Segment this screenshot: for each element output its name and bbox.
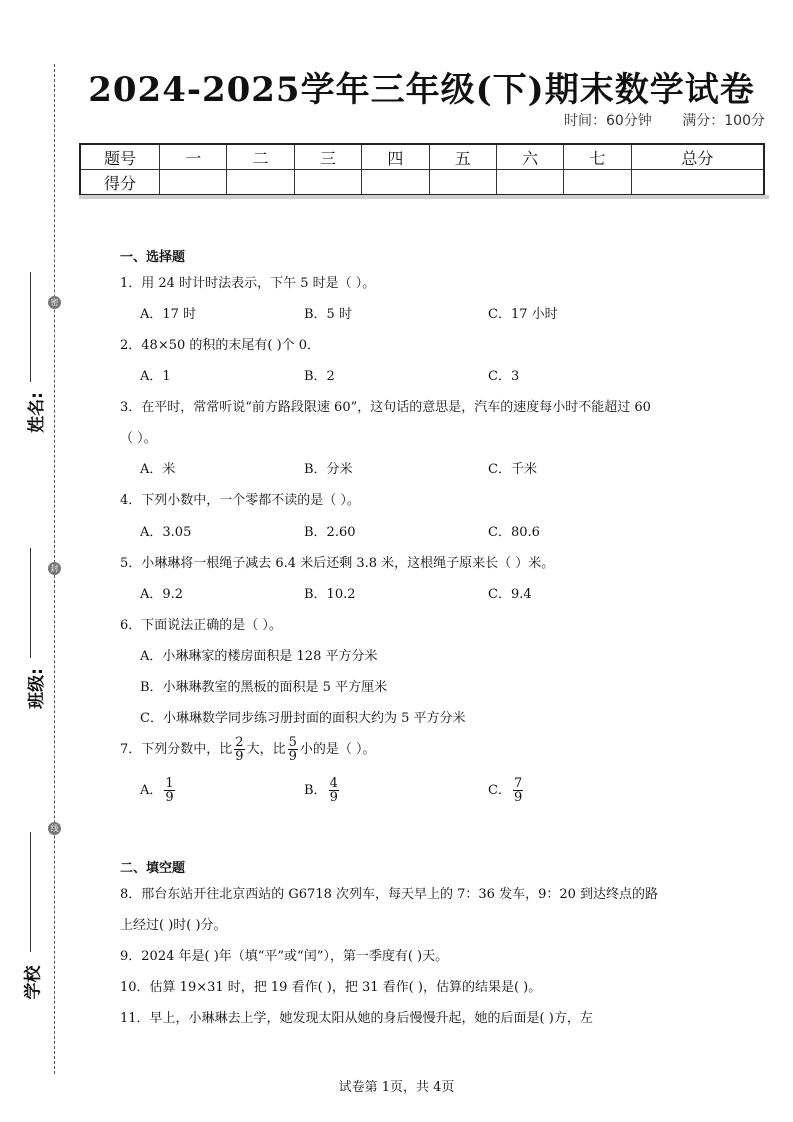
- score-cell: 三: [294, 144, 361, 170]
- score-cell: 七: [564, 144, 631, 170]
- question-stem: 1．用 24 时计时法表示，下午 5 时是（ ）。: [120, 276, 376, 291]
- seal-mark-feng: 封: [48, 562, 61, 575]
- name-label: 姓名:: [26, 392, 47, 433]
- option[interactable]: [488, 777, 525, 804]
- option[interactable]: A．9.2: [140, 587, 184, 602]
- option[interactable]: B．10.2: [304, 587, 356, 602]
- score-cell: 总分: [631, 144, 764, 170]
- section-heading: 二、填空题: [120, 861, 186, 876]
- question-stem: 5．小琳琳将一根绳子减去 6.4 米后还剩 3.8 米，这根绳子原来长（ ）米。: [120, 556, 555, 571]
- score-table: [79, 143, 765, 196]
- score-blank[interactable]: [294, 170, 361, 196]
- score-blank[interactable]: [631, 170, 764, 196]
- option[interactable]: C．千米: [488, 462, 537, 477]
- question-stem: 8．邢台东站开往北京西站的 G6718 次列车，每天早上的 7：36 发车，9：20 到达终点的路: [120, 887, 659, 902]
- question-stem-continued: （ ）。: [120, 431, 157, 446]
- page-footer: 试卷第 1页，共 4页: [338, 1080, 455, 1095]
- score-blank[interactable]: [429, 170, 496, 196]
- question-stem: 11．早上，小琳琳去上学，她发现太阳从她的身后慢慢升起，她的后面是( )方，左: [120, 1011, 593, 1026]
- section-heading: 一、选择题: [120, 250, 186, 265]
- seal-mark-mi: 密: [48, 296, 61, 309]
- fraction-numerator: 4: [329, 776, 338, 791]
- option[interactable]: [140, 777, 177, 804]
- full-score: 满分：100分: [682, 113, 765, 129]
- fraction-numerator: 5: [288, 735, 297, 750]
- question-text: 小的是（ ）。: [299, 742, 376, 757]
- score-blank[interactable]: [496, 170, 563, 196]
- fraction-denominator: 9: [329, 790, 338, 805]
- school-blank-line: [30, 832, 31, 952]
- name-blank-line: [30, 272, 31, 382]
- question-stem: 4．下列小数中，一个零都不读的是（ ）。: [120, 493, 360, 508]
- score-row-label: 得分: [80, 170, 160, 196]
- score-blank[interactable]: [227, 170, 294, 196]
- exam-meta: [538, 110, 765, 130]
- score-blank[interactable]: [362, 170, 429, 196]
- score-cell: 五: [429, 144, 496, 170]
- time-limit: 时间：60分钟: [563, 113, 652, 129]
- question-stem: [120, 736, 376, 763]
- question-stem: 6．下面说法正确的是（ ）。: [120, 618, 282, 633]
- score-table-header-row: [80, 144, 764, 170]
- option-label: A．: [140, 783, 163, 798]
- fraction-denominator: 9: [235, 749, 244, 764]
- option[interactable]: B．2: [304, 369, 335, 384]
- question-stem: 10．估算 19×31 时，把 19 看作( )，把 31 看作( )，估算的结果是( )。: [120, 980, 542, 995]
- question-stem: 2．48×50 的积的末尾有( )个 0．: [120, 338, 321, 353]
- fraction: [329, 777, 339, 804]
- option[interactable]: A．17 时: [140, 307, 197, 322]
- fraction: [234, 736, 244, 763]
- option[interactable]: [304, 777, 341, 804]
- fraction: [288, 736, 298, 763]
- score-blank[interactable]: [564, 170, 631, 196]
- fraction-numerator: 2: [235, 735, 244, 750]
- fraction: [513, 777, 523, 804]
- option-label: C．: [488, 783, 511, 798]
- question-stem: 3．在平时，常常听说“前方路段限速 60”，这句话的意思是，汽车的速度每小时不能超过 60: [120, 400, 651, 415]
- question-text: 大，比: [246, 742, 286, 757]
- option[interactable]: B．分米: [304, 462, 353, 477]
- fraction: [164, 777, 174, 804]
- score-cell: 二: [227, 144, 294, 170]
- fraction-denominator: 9: [165, 790, 174, 805]
- option[interactable]: C．17 小时: [488, 307, 558, 322]
- seal-mark-xian: 线: [48, 822, 61, 835]
- score-cell: 六: [496, 144, 563, 170]
- option[interactable]: B．5 时: [304, 307, 352, 322]
- question-stem-continued: 上经过( )时( )分。: [120, 918, 227, 933]
- option[interactable]: A．3.05: [140, 525, 192, 540]
- option[interactable]: C．80.6: [488, 525, 540, 540]
- option[interactable]: A．米: [140, 462, 176, 477]
- option-label: B．: [304, 783, 327, 798]
- option[interactable]: B．2.60: [304, 525, 356, 540]
- question-text: 7．下列分数中，比: [120, 742, 233, 757]
- option[interactable]: C．9.4: [488, 587, 532, 602]
- fraction-denominator: 9: [513, 790, 523, 805]
- score-blank[interactable]: [160, 170, 227, 196]
- option[interactable]: B．小琳琳教室的黑板的面积是 5 平方厘米: [140, 680, 388, 695]
- score-cell: 四: [362, 144, 429, 170]
- school-label: 学校: [23, 965, 44, 1000]
- fraction-denominator: 9: [288, 749, 297, 764]
- score-table-score-row: [80, 170, 764, 196]
- score-cell: 一: [160, 144, 227, 170]
- fraction-numerator: 1: [165, 776, 174, 791]
- option[interactable]: A．小琳琳家的楼房面积是 128 平方分米: [140, 649, 378, 664]
- option[interactable]: C．3: [488, 369, 520, 384]
- table-shadow: [79, 195, 769, 199]
- exam-title: 2024-2025学年三年级(下)期末数学试卷: [88, 70, 755, 110]
- option[interactable]: C．小琳琳数学同步练习册封面的面积大约为 5 平方分米: [140, 711, 466, 726]
- class-blank-line: [30, 548, 31, 658]
- fraction-numerator: 7: [513, 776, 523, 791]
- score-cell: 题号: [80, 144, 160, 170]
- class-label: 班级:: [26, 668, 47, 709]
- option[interactable]: A．1: [140, 369, 171, 384]
- question-stem: 9．2024 年是( )年（填“平”或“闰”），第一季度有( )天。: [120, 949, 449, 964]
